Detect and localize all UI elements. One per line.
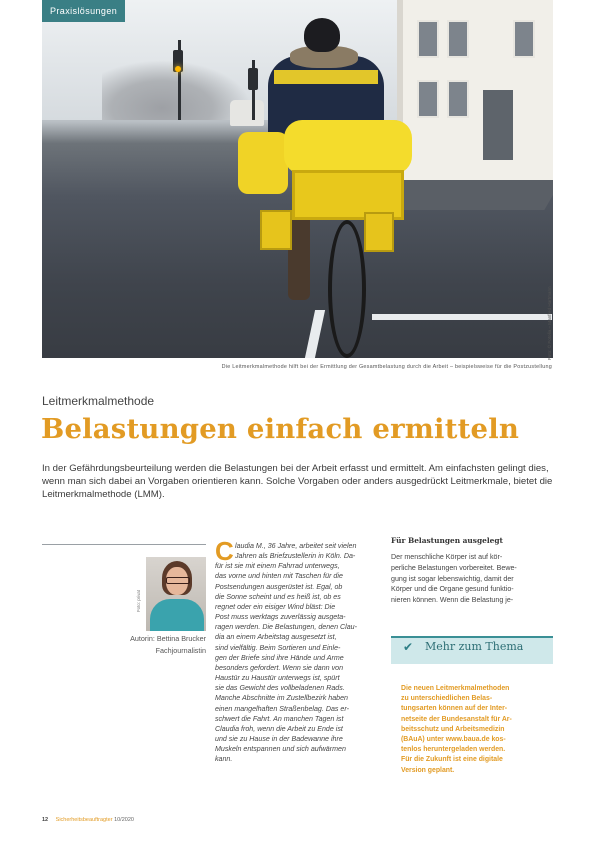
section-tag: Praxislösungen: [42, 0, 125, 22]
page-number: 12: [42, 817, 49, 823]
body-line: schwert die Fahrt. An manchen Tagen ist: [215, 714, 344, 723]
info-line: beitsschutz und Arbeitsmedizin: [401, 725, 505, 733]
article-lead: In der Gefährdungsbeurteilung werden die Belastungen bei der Arbeit erfasst und ermittelt. Am einfachsten gelingt dies, wenn man sich dabei an Vorgaben orientieren kann. Solche Vorgaben oder anders ausgedrückt Leitmerkmale, bietet die Leitmerkmalmethode (LMM).: [42, 463, 553, 500]
photo-traffic-light-lamp: [175, 66, 181, 72]
body-column-1: [215, 541, 377, 764]
body-line: besonders gefordert. Wenn sie dann von: [215, 663, 344, 672]
photo-traffic-light: [248, 68, 258, 90]
body-line: sie das Gewicht des vollbeladenen Rads.: [215, 684, 345, 693]
author-divider: [42, 544, 206, 545]
body-line: Haustür zu Haustür unterwegs ist, spürt: [215, 674, 340, 683]
photo-window: [417, 80, 439, 118]
photo-car: [230, 100, 264, 126]
body-line: regnet oder ein eisiger Wind bläst: Die: [215, 602, 336, 611]
page-footer: [42, 817, 134, 823]
body-line: Postsendungen ausgerüstet ist. Egal, ob: [215, 582, 343, 591]
body-line: Claudia froh, wenn die Arbeit zu Ende ist: [215, 724, 343, 733]
photo-credit: Foto: © Fotolia – Manfred Hartmann: [547, 286, 552, 360]
info-box-title: Mehr zum Thema: [425, 640, 524, 653]
info-line: tenlos heruntergeladen werden.: [401, 746, 506, 754]
checkmark-icon: ✔: [403, 640, 414, 654]
body-line: perliche Belastungen vorbereitet. Bewe-: [391, 563, 517, 572]
author-portrait: [146, 557, 206, 631]
author-name: Autorin: Bettina Brucker: [130, 634, 206, 643]
magazine-name: Sicherheitsbeauftragter: [55, 817, 113, 823]
photo-window: [513, 20, 535, 58]
photo-pannier-right: [364, 212, 394, 252]
photo-door: [483, 90, 513, 160]
body-line: gen der Briefe sind ihre Hände und Arme: [215, 653, 344, 662]
photo-side-bag: [238, 132, 288, 194]
photo-jacket-stripe: [274, 70, 378, 84]
portrait-shirt: [150, 599, 204, 631]
body-line: die Sonne scheint und es heiß ist, ob es: [215, 592, 341, 601]
body-line: kann.: [215, 755, 233, 764]
portrait-glasses: [166, 577, 190, 584]
info-line: tungsarten können auf der Inter-: [401, 705, 508, 713]
body-line: ragen werden. Die Belastungen, denen Clau-: [215, 623, 357, 632]
info-line: netseite der Bundesanstalt für Ar-: [401, 715, 512, 723]
photo-window: [417, 20, 439, 58]
body-line: Muskeln entspannen und sich aufwärmen: [215, 745, 346, 754]
info-box-text: [401, 684, 551, 776]
body-line: das vorne und hinten mit Taschen für die: [215, 572, 343, 581]
body-line: Manche Abschnitte im Zustellbezirk haben: [215, 694, 349, 703]
photo-building: [397, 0, 553, 190]
body-line: nieren können. Wenn die Belastung je-: [391, 596, 514, 605]
photo-window: [447, 20, 469, 58]
issue-number: 10/2020: [114, 817, 134, 823]
photo-lane-marking: [372, 314, 552, 320]
body-line: Der menschliche Körper ist auf kör-: [391, 553, 503, 561]
body-line: Körper und die Organe gesund funktio-: [391, 585, 514, 594]
body-line: und sie zu Hause in der Badewanne ihre: [215, 734, 343, 743]
body-line: Post muss werktags zuverlässig ausgeta-: [215, 613, 346, 622]
body-line: Jahren als Briefzustellerin in Köln. Da-: [235, 552, 356, 561]
body-line: für ist sie mit einem Fahrrad unterwegs,: [215, 562, 340, 571]
body-line: dia an einem Arbeitstag ausgesetzt ist,: [215, 633, 337, 642]
info-line: Die neuen Leitmerkmalmethoden: [401, 685, 510, 692]
body-line: sind vielfältig. Beim Sortieren und Einle-: [215, 643, 341, 652]
author-role: Fachjournalistin: [155, 646, 206, 655]
photo-window: [447, 80, 469, 118]
info-line: Version geplant.: [401, 766, 455, 774]
body-column-2: [391, 552, 553, 606]
info-line: zu unterschiedlichen Belas-: [401, 695, 493, 703]
article-headline: Belastungen einfach ermitteln: [41, 413, 520, 445]
article-kicker: Leitmerkmalmethode: [42, 394, 155, 408]
subheading: Für Belastungen ausgelegt: [391, 536, 503, 545]
body-line: laudia M., 36 Jahre, arbeitet seit vielen: [235, 542, 357, 550]
info-line: Für die Zukunft ist eine digitale: [401, 756, 503, 764]
photo-lane-marking: [305, 310, 325, 358]
hero-photo: [42, 0, 553, 358]
portrait-credit: Foto: privat: [136, 590, 141, 612]
photo-cyclist-hat: [304, 18, 340, 52]
body-line: einen mangelhaften Straßenbelag. Das er-: [215, 704, 349, 713]
photo-bike-wheel: [328, 220, 366, 358]
drop-cap: C: [215, 536, 234, 566]
info-line: (BAuA) unter www.baua.de kos-: [401, 736, 506, 744]
photo-caption: Die Leitmerkmalmethode hilft bei der Ermittlung der Gesamtbelastung durch die Arbeit – beispielsweise für die Postzustellung: [221, 364, 552, 370]
body-line: gung ist sogar lebenswichtig, damit der: [391, 574, 514, 583]
photo-pannier-left: [260, 210, 292, 250]
photo-mail-bag: [284, 120, 412, 174]
